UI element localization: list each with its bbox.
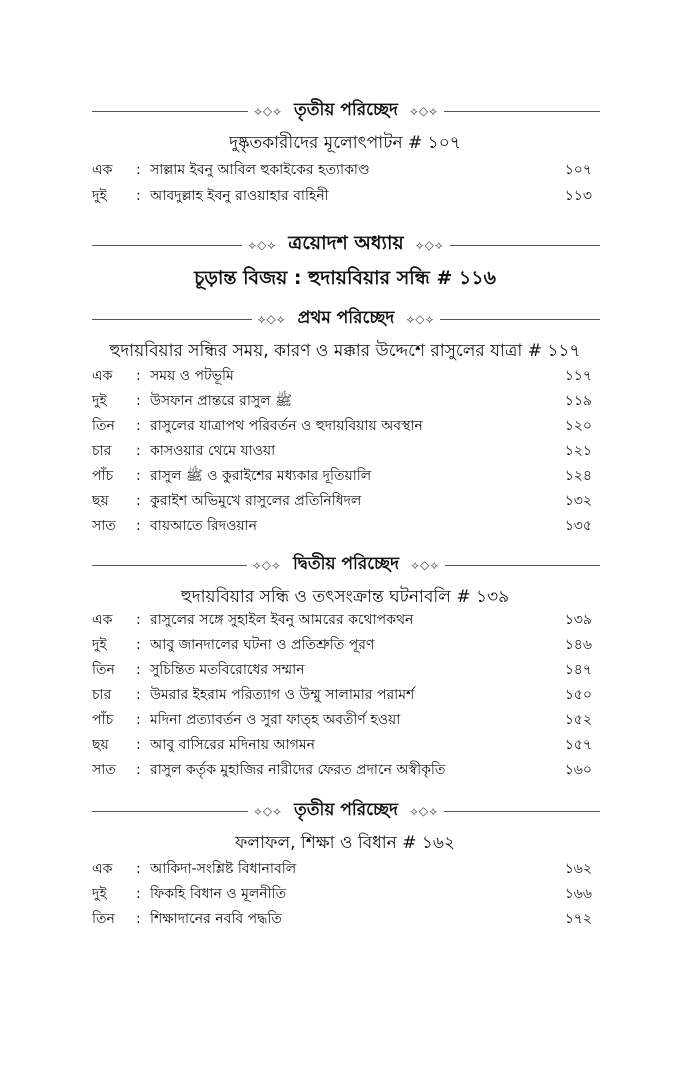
entry-title: বায়আতে রিদওয়ান [150,518,258,534]
entry-title: আবু জানদালের ঘটনা ও প্রতিশ্রুতি পূরণ [150,637,375,653]
ornament-icon: ⟡◇⟡ [253,103,283,118]
entry-title: রাসুলের সঙ্গে সুহাইল ইবনু আমরের কথোপকথন [150,612,414,628]
toc-entry[interactable] [92,683,592,707]
section-heading: তৃতীয় পরিচ্ছেদ [294,800,398,820]
ornament-icon: ⟡◇⟡ [248,237,277,252]
entry-page: ১৬২ [564,861,592,877]
entry-title: আবু বাসিরের মদিনায় আগমন [150,737,316,753]
entry-number: এক [92,612,113,628]
entry-number: এক [92,861,113,877]
ornament-icon: ⟡◇⟡ [253,803,283,818]
entry-title: মদিনা প্রত্যাবর্তন ও সুরা ফাত্‌হ অবতীর্ণ হওয়া [150,712,401,728]
entry-page: ১০৭ [564,162,592,178]
entry-page: ১৪৭ [564,662,592,678]
divider-line [444,111,600,112]
entry-page: ১২৪ [564,468,592,484]
entry-number: দুই [92,393,107,409]
section-subheading: হুদায়বিয়ার সন্ধি ও তৎসংক্রান্ত ঘটনাবলি # ১৩৯ [180,587,510,607]
divider-line [450,245,600,246]
entry-separator: : [136,687,141,703]
entry-title: উমরার ইহরাম পরিত্যাগ ও উম্মু সালামার পরামর্শ [150,687,415,703]
entry-page: ১৩৯ [564,612,592,628]
toc-entry[interactable] [92,733,592,757]
entry-title: রাসুল ﷺ ও কুরাইশের মধ্যকার দূতিয়ালি [150,468,372,484]
entry-page: ১৫৭ [564,737,592,753]
entry-page: ১২১ [564,443,592,459]
entry-title: রাসুলের যাত্রাপথ পরিবর্তন ও হুদায়বিয়ায় অবস্থান [150,418,423,434]
ornament-icon: ⟡◇⟡ [411,557,440,572]
entry-title: ফিকহি বিধান ও মূলনীতি [150,886,287,902]
entry-page: ১১৩ [564,188,592,204]
ornament-icon: ⟡◇⟡ [406,311,435,326]
ornament-icon: ⟡◇⟡ [409,103,439,118]
entry-number: এক [92,368,113,384]
entry-separator: : [136,861,141,877]
entry-separator: : [136,911,141,927]
toc-entry[interactable] [92,658,592,682]
entry-number: দুই [92,637,107,653]
ornament-icon: ⟡◇⟡ [257,311,286,326]
divider-line [440,319,600,320]
divider-line [92,111,248,112]
entry-number: সাত [92,762,116,778]
toc-entry[interactable] [92,514,592,538]
entry-page: ১১৭ [564,368,592,384]
ornament-icon: ⟡◇⟡ [252,557,281,572]
entry-separator: : [136,712,141,728]
entry-number: দুই [92,188,107,204]
entry-separator: : [136,188,141,204]
entry-title: সুচিন্তিত মতবিরোধের সম্মান [150,662,305,678]
entry-separator: : [136,468,141,484]
toc-entry[interactable] [92,489,592,513]
entry-title: আবদুল্লাহ ইবনু রাওয়াহার বাহিনী [150,188,329,204]
entry-number: তিন [92,911,115,927]
toc-entry[interactable] [92,633,592,657]
chapter-divider [92,550,600,580]
ornament-icon: ⟡◇⟡ [415,237,444,252]
entry-title: সময় ও পটভূমি [150,368,234,384]
entry-number: তিন [92,418,115,434]
entry-page: ১৬৬ [564,886,592,902]
toc-entry[interactable] [92,158,592,182]
chapter-subheading: চূড়ান্ত বিজয় : হুদায়বিয়ার সন্ধি # ১১৬ [194,267,496,289]
divider-line [92,811,248,812]
entry-separator: : [136,662,141,678]
toc-entry[interactable] [92,708,592,732]
entry-page: ১১৯ [564,393,592,409]
entry-title: উসফান প্রান্তরে রাসুল ﷺ [150,393,292,409]
section-subheading: দুষ্কৃতকারীদের মূলোৎপাটন # ১০৭ [229,133,461,153]
entry-separator: : [136,368,141,384]
section-heading: প্রথম পরিচ্ছেদ [297,308,395,328]
chapter-heading: ত্রয়োদশ অধ্যায় [288,232,404,254]
entry-separator: : [136,612,141,628]
entry-separator: : [136,762,141,778]
divider-line [92,245,242,246]
divider-line [445,565,600,566]
chapter-divider [92,96,600,126]
entry-separator: : [136,737,141,753]
entry-separator: : [136,393,141,409]
entry-page: ১৩২ [564,493,592,509]
entry-title: আকিদা-সংশ্লিষ্ট বিধানাবলি [150,861,297,877]
toc-entry[interactable] [92,608,592,632]
toc-entry[interactable] [92,882,592,906]
divider-line [92,319,252,320]
chapter-divider [92,304,600,334]
toc-entry[interactable] [92,364,592,388]
entry-separator: : [136,886,141,902]
entry-page: ১৫০ [564,687,592,703]
entry-separator: : [136,637,141,653]
entry-number: পাঁচ [92,712,114,728]
divider-line [444,811,600,812]
entry-number: এক [92,162,113,178]
toc-entry[interactable] [92,389,592,413]
section-subheading: ফলাফল, শিক্ষা ও বিধান # ১৬২ [235,833,455,853]
section-heading: তৃতীয় পরিচ্ছেদ [294,100,398,120]
entry-title: শিক্ষাদানের নববি পদ্ধতি [150,911,282,927]
ornament-icon: ⟡◇⟡ [409,803,439,818]
entry-number: সাত [92,518,116,534]
toc-entry[interactable] [92,439,592,463]
entry-page: ১৬০ [564,762,592,778]
entry-separator: : [136,162,141,178]
entry-title: রাসুল কর্তৃক মুহাজির নারীদের ফেরত প্রদানে অস্বীকৃতি [150,762,446,778]
section-heading: দ্বিতীয় পরিচ্ছেদ [292,554,400,574]
entry-title: কাসওয়ার থেমে যাওয়া [150,443,276,459]
toc-entry[interactable] [92,907,592,931]
entry-title: কুরাইশ অভিমুখে রাসুলের প্রতিনিধিদল [150,493,362,509]
entry-number: ছয় [92,493,109,509]
entry-number: চার [92,687,112,703]
entry-separator: : [136,518,141,534]
entry-number: দুই [92,886,107,902]
section-subheading: হুদায়বিয়ার সন্ধির সময়, কারণ ও মক্কার উদ্দেশে রাসুলের যাত্রা # ১১৭ [109,341,581,361]
chapter-divider [92,796,600,826]
divider-line [92,565,247,566]
toc-entry[interactable] [92,414,592,438]
entry-separator: : [136,418,141,434]
toc-entry[interactable] [92,758,592,782]
toc-entry[interactable] [92,184,592,208]
entry-separator: : [136,443,141,459]
entry-number: চার [92,443,112,459]
entry-page: ১৪৬ [564,637,592,653]
entry-separator: : [136,493,141,509]
entry-number: পাঁচ [92,468,114,484]
entry-number: ছয় [92,737,109,753]
entry-page: ১৫২ [564,712,592,728]
entry-title: সাল্লাম ইবনু আবিল হুকাইকের হত্যাকাণ্ড [150,162,370,178]
toc-entry[interactable] [92,857,592,881]
entry-page: ১২০ [564,418,592,434]
chapter-divider [92,230,600,260]
entry-page: ১৭২ [564,911,592,927]
entry-number: তিন [92,662,115,678]
entry-page: ১৩৫ [564,518,592,534]
toc-entry[interactable] [92,464,592,488]
